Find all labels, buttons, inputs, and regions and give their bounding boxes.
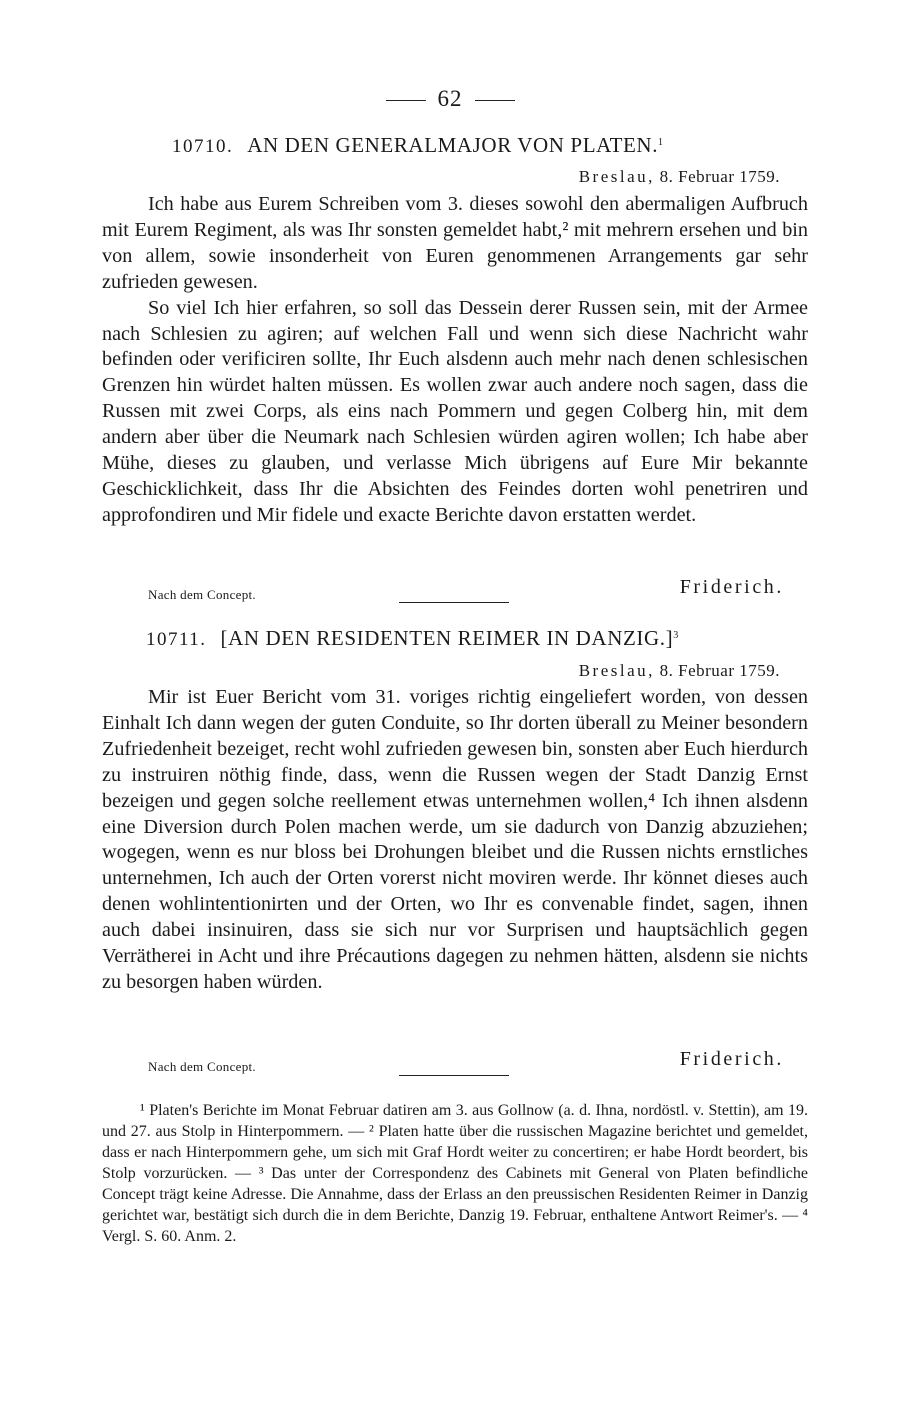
footnote-ref: 3: [673, 630, 679, 641]
letter-place-date: [579, 661, 780, 681]
header-dash-right: [475, 100, 515, 101]
letter-date: 8. Februar 1759.: [659, 661, 780, 680]
letter-heading: [146, 626, 679, 651]
letter-place: Breslau,: [578, 661, 655, 680]
letter-number: 10711.: [146, 629, 207, 650]
letter-source: Nach dem Concept.: [148, 1059, 256, 1074]
letter-source: Nach dem Concept.: [148, 587, 256, 602]
letter-paragraph: Mir ist Euer Bericht vom 31. voriges richtig eingeliefert worden, von dessen Einhalt Ich dann wegen der guten Conduite, so Ihr dorten überall zu Meiner besondern Zufriedenheit bezeiget, recht wohl zufrieden gewesen bin, sonsten aber Euch hierdurch zu instruiren nöthig finde, dass, wenn die Russen wegen der Stadt Danzig Ernst bezeigen und gegen solche reellement etwas unternehmen wollen,⁴ Ich ihnen alsdenn eine Diversion durch Polen machen werde, um sie dadurch von Danzig abzuziehen; wogegen, wenn es nur bloss bei Drohungen bleibet und die Russen nichts ernstliches unternehmen, Ich auch der Orten vorerst nicht moviren werde. Ihr könnet dieses auch denen wohlintentionirten und der Orten, wo Ihr es convenable findet, sagen, ihnen auch dabei insinuiren, dass sie sich nur vor Surprisen und hauptsächlich gegen Verrätherei in Acht und ihre Précautions dagegen zu nehmen hätten, alsdenn sie nichts zu besorgen haben würden.: [102, 686, 808, 993]
letter-number: 10710.: [172, 136, 234, 157]
letter-place: Breslau,: [578, 167, 655, 186]
letter-separator: [399, 602, 509, 603]
letter-place-date: [579, 167, 780, 187]
page-header: [0, 86, 900, 112]
letter-body: [102, 685, 808, 996]
letter-title: AN DEN GENERALMAJOR VON PLATEN.: [247, 133, 659, 157]
footnote-ref: 1: [658, 137, 664, 148]
header-dash-left: [386, 100, 426, 101]
letter-signature: Friderich.: [679, 576, 784, 598]
footnotes: [102, 1100, 808, 1247]
letter-title: [AN DEN RESIDENTEN REIMER IN DANZIG.]: [220, 626, 674, 650]
letter-paragraph: So viel Ich hier erfahren, so soll das Dessein derer Russen sein, mit der Armee nach Schlesien zu agiren; auf welchen Fall und wenn sich diese Nachricht wahr befinden oder verificiren sollte, Ihr Euch alsdenn auch mehr nach denen schlesischen Grenzen hin würdet halten müssen. Es wollen zwar auch andere noch sagen, dass die Russen mit zwei Corps, als eins nach Pommern und gegen Colberg hin, mit dem andern aber über die Neumark nach Schlesien würden agiren wollen; Ich habe aber Mühe, dieses zu glauben, und verlasse Mich übrigens auf Eure Mir bekannte Geschicklichkeit, dass Ihr die Absichten des Feindes dorten wohl penetriren und approfondiren und Mir fidele und exacte Berichte davon erstatten werdet.: [102, 296, 808, 526]
letter-paragraph: Ich habe aus Eurem Schreiben vom 3. dieses sowohl den abermaligen Aufbruch mit Eurem Regiment, als was Ihr sonsten gemeldet habt,² mit mehrern ersehen und bin von allem, sowie insonderheit von Euren genommenen Arrangements gar sehr zufrieden gewesen.: [102, 193, 808, 293]
letter-body: [102, 192, 808, 529]
letter-signature: Friderich.: [679, 1048, 784, 1070]
letter-heading: [172, 133, 664, 158]
page-number: 62: [437, 86, 463, 111]
footnotes-text: ¹ Platen's Berichte im Monat Februar datiren am 3. aus Gollnow (a. d. Ihna, nordöstl. v. Stettin), am 19. und 27. aus Stolp in Hinterpommern. — ² Platen hatte über die russischen Magazine berichtet und gemeldet, dass er nach Hinterpommern gehe, um sich mit Graf Hordt weiter zu concertiren; er habe Hordt beordert, bis Stolp vorzurücken. — ³ Das unter der Correspondenz des Cabinets mit General von Platen befindliche Concept trägt keine Adresse. Die Annahme, dass der Erlass an den preussischen Residenten Reimer in Danzig gerichtet war, bestätigt sich durch die in dem Berichte, Danzig 19. Februar, enthaltene Antwort Reimer's. — ⁴ Vergl. S. 60. Anm. 2.: [102, 1102, 808, 1245]
letter-separator: [399, 1075, 509, 1076]
letter-date: 8. Februar 1759.: [659, 167, 780, 186]
